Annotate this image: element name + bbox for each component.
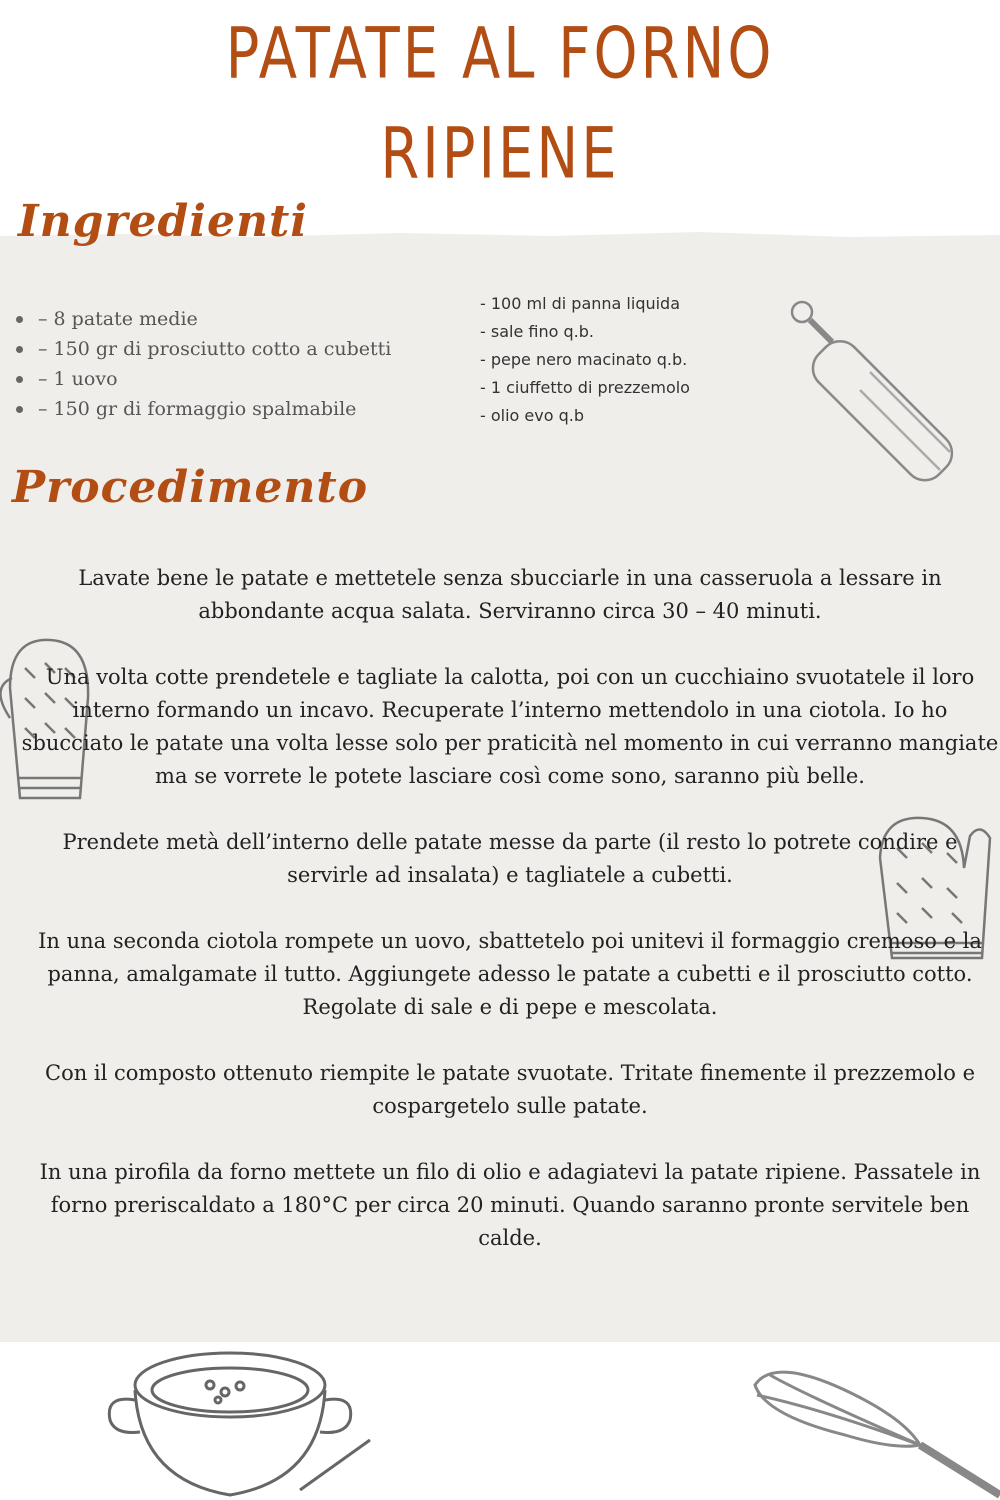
list-item: - sale fino q.b. [480,322,594,341]
list-item [14,304,391,334]
bullet-icon [16,346,23,353]
ingredients-heading: Ingredienti [18,196,309,247]
ingredient-text: – 1 uovo [38,368,118,390]
ingredient-text: – 8 patate medie [38,308,198,330]
procedure-steps [20,562,1000,1255]
procedure-step: Lavate bene le patate e mettetele senza sbucciarle in una casseruola a lessare in abbondante acqua salata. Serviranno circa 30 – 40 minuti. [78,566,942,623]
ingredients-list-right [480,290,690,430]
recipe-title-line1: PATATE AL FORNO [225,13,775,96]
list-item [14,364,391,394]
soup-pot-icon [100,1340,390,1500]
recipe-title-line2: RIPIENE [380,113,620,196]
ingredient-text: – 150 gr di formaggio spalmabile [38,398,357,420]
list-item: - olio evo q.b [480,406,584,425]
procedure-step: Con il composto ottenuto riempite le patate svuotate. Tritate finemente il prezzemolo e cospargetelo sulle patate. [45,1061,975,1118]
procedure-heading: Procedimento [12,462,369,513]
procedure-step: In una pirofila da forno mettete un filo di olio e adagiatevi la patate ripiene. Passatele in forno preriscaldato a 180°C per circa 20 minuti. Quando saranno pronte servitele ben calde. [39,1160,981,1250]
whisk-icon [745,1355,1000,1500]
list-item: - 100 ml di panna liquida [480,294,681,313]
list-item: - pepe nero macinato q.b. [480,350,688,369]
procedure-step: In una seconda ciotola rompete un uovo, sbattetelo poi unitevi il formaggio cremoso e la panna, amalgamate il tutto. Aggiungete adesso le patate a cubetti e il prosciutto cotto. Regolate di sale e di pepe e mescolata. [38,929,982,1019]
rolling-pin-icon [780,290,1000,510]
list-item [14,334,391,364]
procedure-step: Prendete metà dell’interno delle patate messe da parte (il resto lo potrete condire e servirle ad insalata) e tagliatele a cubetti. [62,830,958,887]
ingredients-list-left [14,304,391,424]
bullet-icon [16,316,23,323]
list-item [14,394,391,424]
bullet-icon [16,376,23,383]
procedure-step: Una volta cotte prendetele e tagliate la calotta, poi con un cucchiaino svuotatele il loro interno formando un incavo. Recuperate l’interno mettendolo in una ciotola. Io ho sbucciato le patate una volta lesse solo per praticità nel momento in cui verranno mangiate ma se vorrete le potete lasciare così come sono, saranno più belle. [21,665,999,788]
ingredient-text: – 150 gr di prosciutto cotto a cubetti [38,338,392,360]
list-item: - 1 ciuffetto di prezzemolo [480,378,690,397]
bullet-icon [16,406,23,413]
